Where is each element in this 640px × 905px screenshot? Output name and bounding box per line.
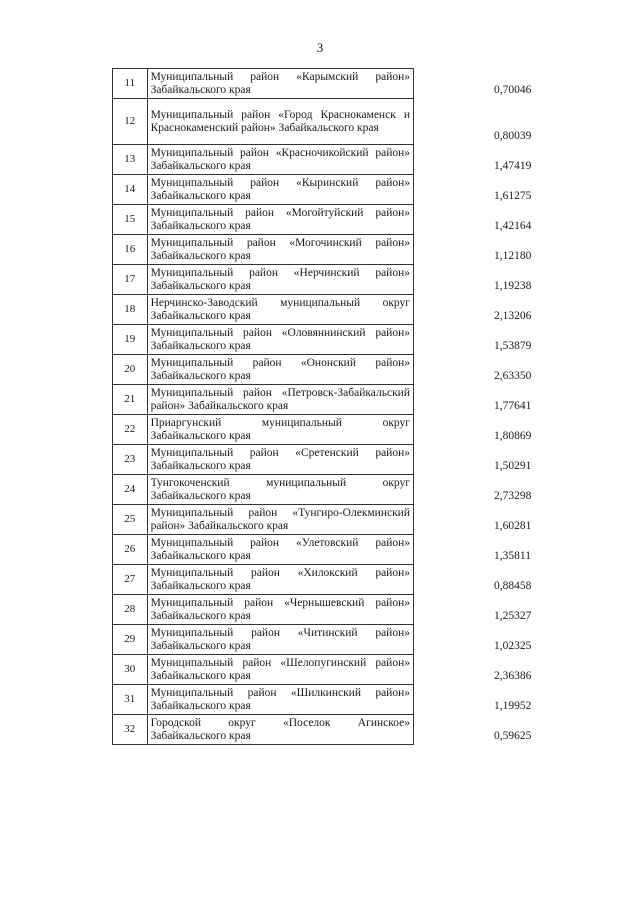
coefficient-row bbox=[414, 264, 554, 294]
coefficient-row bbox=[414, 474, 554, 504]
municipality-name: Муниципальный район «Петровск-Забайкальский район» Забайкальского края bbox=[147, 385, 413, 415]
row-number: 32 bbox=[113, 715, 148, 745]
coefficient-row bbox=[414, 174, 554, 204]
coefficient-row bbox=[414, 654, 554, 684]
page-number: 3 bbox=[316, 40, 324, 55]
municipality-name: Муниципальный район «Нерчинский район» Забайкальского края bbox=[147, 265, 413, 295]
municipality-name: Муниципальный район «Чернышевский район» Забайкальского края bbox=[147, 595, 413, 625]
row-number: 18 bbox=[113, 295, 148, 325]
row-number: 31 bbox=[113, 685, 148, 715]
municipality-name: Муниципальный район «Хилокский район» Забайкальского края bbox=[147, 565, 413, 595]
coefficient-value: 1,35811 bbox=[494, 550, 531, 562]
coefficient-value: 1,47419 bbox=[494, 160, 532, 172]
coefficient-value: 1,61275 bbox=[494, 190, 532, 202]
table-row bbox=[113, 145, 414, 175]
municipality-name: Муниципальный район «Могочинский район» Забайкальского края bbox=[147, 235, 413, 265]
coefficient-value: 0,70046 bbox=[494, 84, 532, 96]
municipality-name: Городской округ «Поселок Агинское» Забайкальского края bbox=[147, 715, 413, 745]
row-number: 27 bbox=[113, 565, 148, 595]
table-row bbox=[113, 475, 414, 505]
table-row bbox=[113, 69, 414, 99]
coefficient-row bbox=[414, 324, 554, 354]
table-row bbox=[113, 99, 414, 145]
table-body bbox=[113, 69, 414, 745]
coefficient-row bbox=[414, 714, 554, 744]
coefficient-value: 2,73298 bbox=[494, 490, 532, 502]
table-row bbox=[113, 325, 414, 355]
municipality-name: Муниципальный район «Читинский район» Забайкальского края bbox=[147, 625, 413, 655]
coefficient-row bbox=[414, 204, 554, 234]
coefficient-row bbox=[414, 624, 554, 654]
coefficient-value: 1,77641 bbox=[494, 400, 532, 412]
table-row bbox=[113, 235, 414, 265]
municipality-name: Муниципальный район «Шелопугинский район» Забайкальского края bbox=[147, 655, 413, 685]
row-number: 24 bbox=[113, 475, 148, 505]
municipality-name: Приаргунский муниципальный округ Забайкальского края bbox=[147, 415, 413, 445]
row-number: 11 bbox=[113, 69, 148, 99]
coefficient-value: 0,88458 bbox=[494, 580, 532, 592]
row-number: 19 bbox=[113, 325, 148, 355]
coefficient-row bbox=[414, 68, 554, 98]
table-row bbox=[113, 295, 414, 325]
municipality-name: Муниципальный район «Оловяннинский район» Забайкальского края bbox=[147, 325, 413, 355]
coefficient-row bbox=[414, 144, 554, 174]
row-number: 16 bbox=[113, 235, 148, 265]
coefficient-row bbox=[414, 354, 554, 384]
coefficient-value: 1,42164 bbox=[494, 220, 532, 232]
municipality-name: Тунгокоченский муниципальный округ Забайкальского края bbox=[147, 475, 413, 505]
coefficient-value: 2,36386 bbox=[494, 670, 532, 682]
coefficient-value: 0,80039 bbox=[494, 130, 532, 142]
municipality-name: Муниципальный район «Тунгиро-Олекминский район» Забайкальского края bbox=[147, 505, 413, 535]
coefficient-value: 1,25327 bbox=[494, 610, 532, 622]
row-number: 12 bbox=[113, 99, 148, 145]
row-number: 13 bbox=[113, 145, 148, 175]
municipality-table bbox=[112, 68, 414, 745]
municipality-name: Муниципальный район «Шилкинский район» Забайкальского края bbox=[147, 685, 413, 715]
table-row bbox=[113, 385, 414, 415]
table-row bbox=[113, 205, 414, 235]
coefficient-row bbox=[414, 684, 554, 714]
municipality-name: Нерчинско-Заводский муниципальный округ Забайкальского края bbox=[147, 295, 413, 325]
coefficient-value: 1,60281 bbox=[494, 520, 532, 532]
municipality-name: Муниципальный район «Красночикойский район» Забайкальского края bbox=[147, 145, 413, 175]
table-row bbox=[113, 685, 414, 715]
coefficient-row bbox=[414, 294, 554, 324]
row-number: 28 bbox=[113, 595, 148, 625]
coefficient-value: 1,50291 bbox=[494, 460, 532, 472]
municipality-name: Муниципальный район «Ононский район» Забайкальского края bbox=[147, 355, 413, 385]
row-number: 17 bbox=[113, 265, 148, 295]
coefficient-column bbox=[414, 68, 554, 744]
municipality-name: Муниципальный район «Кыринский район» Забайкальского края bbox=[147, 175, 413, 205]
row-number: 30 bbox=[113, 655, 148, 685]
municipality-name: Муниципальный район «Улетовский район» Забайкальского края bbox=[147, 535, 413, 565]
row-number: 22 bbox=[113, 415, 148, 445]
municipality-name: Муниципальный район «Город Краснокаменск и Краснокаменский район» Забайкальского края bbox=[147, 99, 413, 145]
coefficient-row bbox=[414, 234, 554, 264]
row-number: 14 bbox=[113, 175, 148, 205]
table-row bbox=[113, 655, 414, 685]
row-number: 25 bbox=[113, 505, 148, 535]
coefficient-row bbox=[414, 98, 554, 144]
row-number: 21 bbox=[113, 385, 148, 415]
table-row bbox=[113, 595, 414, 625]
coefficient-value: 1,80869 bbox=[494, 430, 532, 442]
municipality-name: Муниципальный район «Могойтуйский район» Забайкальского края bbox=[147, 205, 413, 235]
table-row bbox=[113, 625, 414, 655]
coefficient-row bbox=[414, 444, 554, 474]
coefficient-value: 1,12180 bbox=[494, 250, 532, 262]
coefficient-row bbox=[414, 414, 554, 444]
table-row bbox=[113, 535, 414, 565]
coefficient-value: 1,02325 bbox=[494, 640, 532, 652]
table-row bbox=[113, 715, 414, 745]
row-number: 23 bbox=[113, 445, 148, 475]
municipality-name: Муниципальный район «Карымский район» Забайкальского края bbox=[147, 69, 413, 99]
coefficient-value: 1,19238 bbox=[494, 280, 532, 292]
table-row bbox=[113, 505, 414, 535]
coefficient-row bbox=[414, 534, 554, 564]
row-number: 15 bbox=[113, 205, 148, 235]
coefficient-value: 1,53879 bbox=[494, 340, 532, 352]
coefficient-row bbox=[414, 594, 554, 624]
table-row bbox=[113, 175, 414, 205]
coefficient-value: 2,63350 bbox=[494, 370, 532, 382]
row-number: 29 bbox=[113, 625, 148, 655]
municipality-name: Муниципальный район «Сретенский район» Забайкальского края bbox=[147, 445, 413, 475]
coefficient-value: 2,13206 bbox=[494, 310, 532, 322]
row-number: 26 bbox=[113, 535, 148, 565]
coefficient-value: 0,59625 bbox=[494, 730, 532, 742]
coefficient-row bbox=[414, 504, 554, 534]
table-row bbox=[113, 445, 414, 475]
table-row bbox=[113, 265, 414, 295]
row-number: 20 bbox=[113, 355, 148, 385]
table-row bbox=[113, 415, 414, 445]
table-row bbox=[113, 355, 414, 385]
coefficient-value: 1,19952 bbox=[494, 700, 532, 712]
table-row bbox=[113, 565, 414, 595]
coefficient-row bbox=[414, 564, 554, 594]
coefficient-row bbox=[414, 384, 554, 414]
